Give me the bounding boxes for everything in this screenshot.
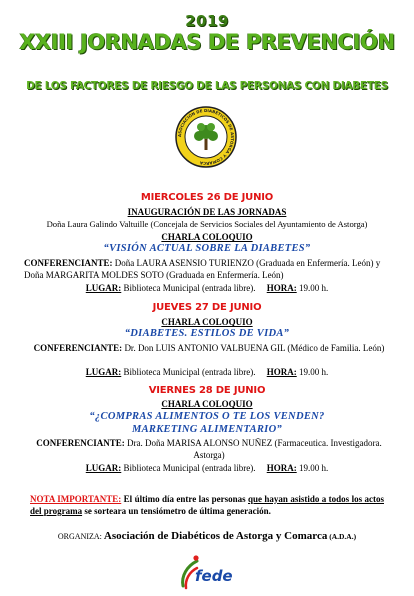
day3-place-time	[0, 462, 414, 474]
note-label: NOTA IMPORTANTE:	[30, 494, 122, 504]
time-text: 19.00 h.	[296, 283, 329, 293]
day3-talk-title: “¿COMPRAS ALIMENTOS O TE LOS VENDEN? MARKETING ALIMENTARIO”	[89, 411, 325, 435]
speaker-text: Doña LAURA ASENSIO TURIENZO (Graduada en Enfermería. León) y Doña MARGARITA MOLDES SOTO (Graduada en Enfermería. León)	[24, 258, 381, 280]
day1-label: MIERCOLES 26 DE JUNIO	[140, 192, 274, 203]
time-label: HORA:	[266, 283, 297, 293]
day3-charla: CHARLA COLOQUIO	[161, 399, 253, 409]
place-label: LUGAR:	[85, 463, 122, 473]
place-text: Biblioteca Municipal (entrada libre).	[121, 283, 256, 293]
day3-speaker	[24, 437, 394, 461]
note-text-3: se sorteara un tensiómetro de última generación.	[82, 506, 271, 516]
organizer-abbr: (A.D.A.)	[327, 532, 357, 541]
day2-speaker	[24, 342, 394, 354]
place-text: Biblioteca Municipal (entrada libre).	[121, 463, 256, 473]
fede-text: fede	[195, 567, 233, 585]
page-subtitle: DE LOS FACTORES DE RIESGO DE LAS PERSONAS CON DIABETES	[26, 80, 388, 92]
speaker-text: Dra. Doña MARISA ALONSO NUÑEZ (Farmaceutica. Investigadora. Astorga)	[124, 438, 382, 460]
day1-place-time	[0, 282, 414, 294]
page-title: XXIII JORNADAS DE PREVENCIÓN	[19, 30, 395, 54]
organizer-line	[0, 530, 414, 542]
day3-label: VIERNES 28 DE JUNIO	[148, 385, 266, 396]
day1-talk-title: “VISIÓN ACTUAL SOBRE LA DIABETES”	[103, 243, 311, 254]
day2-talk-title: “DIABETES. ESTILOS DE VIDA”	[124, 328, 290, 339]
day2-place-time	[0, 366, 414, 378]
inauguration-person: Doña Laura Galindo Valtuille (Concejala de Servicios Sociales del Ayuntamiento de Astorga)	[46, 219, 368, 229]
time-text: 19.00 h.	[296, 463, 329, 473]
time-label: HORA:	[266, 463, 297, 473]
important-note	[30, 493, 384, 517]
inauguration-heading: INAUGURACIÓN DE LAS JORNADAS	[127, 207, 287, 217]
speaker-label: CONFERENCIANTE:	[36, 438, 125, 448]
speaker-label: CONFERENCIANTE:	[24, 258, 113, 268]
speaker-text: Dr. Don LUIS ANTONIO VALBUENA GIL (Médico de Familia. León)	[122, 343, 385, 353]
year: 2019	[185, 12, 229, 30]
time-label: HORA:	[266, 367, 297, 377]
day2-label: JUEVES 27 DE JUNIO	[152, 302, 262, 313]
note-text-2: que hayan asistido a todos los actos del programa	[30, 494, 384, 516]
place-label: LUGAR:	[85, 283, 122, 293]
place-label: LUGAR:	[85, 367, 122, 377]
fede-logo	[175, 552, 235, 592]
association-logo	[175, 106, 237, 168]
day1-speaker	[24, 257, 394, 281]
organizer-label: ORGANIZA:	[57, 532, 104, 541]
note-text-1: El último día entre las personas	[121, 494, 248, 504]
logo-ring-text: ASOCIACIÓN DE DIABÉTICOS DE ASTORGA Y COMARCA	[176, 107, 236, 167]
time-text: 19.00 h.	[296, 367, 329, 377]
day1-charla: CHARLA COLOQUIO	[161, 232, 253, 242]
day2-charla: CHARLA COLOQUIO	[161, 317, 253, 327]
place-text: Biblioteca Municipal (entrada libre).	[121, 367, 256, 377]
organizer-name: Asociación de Diabéticos de Astorga y Comarca	[103, 530, 328, 542]
speaker-label: CONFERENCIANTE:	[33, 343, 123, 353]
